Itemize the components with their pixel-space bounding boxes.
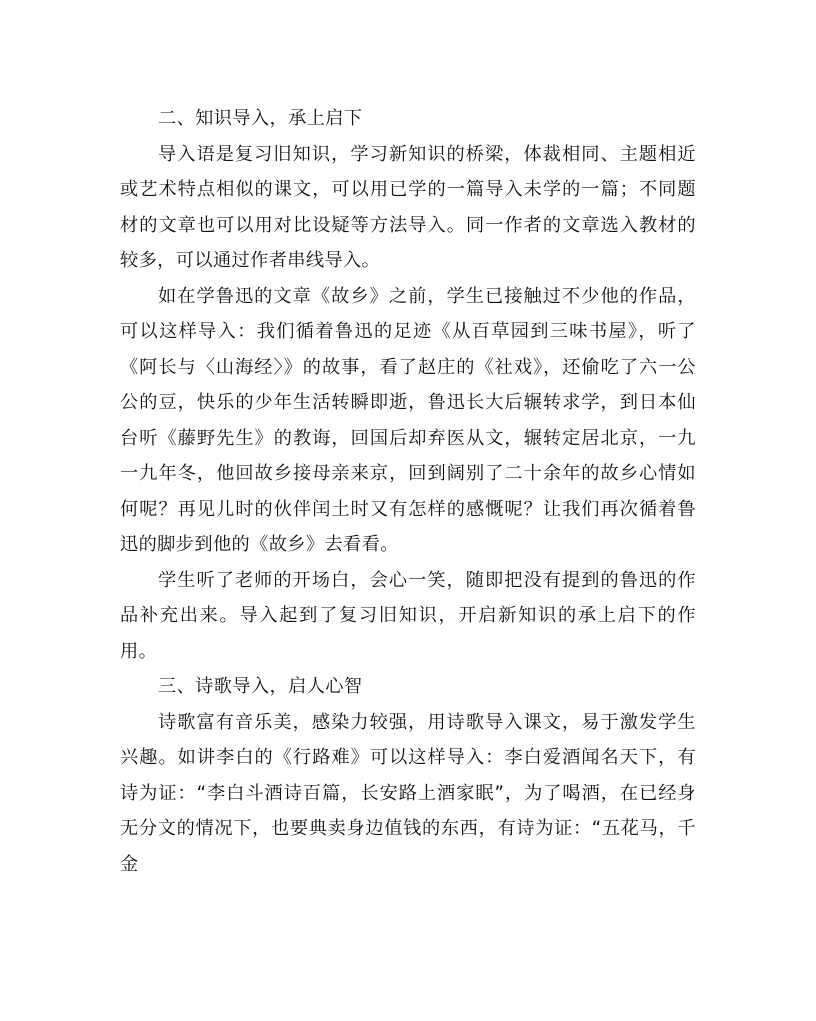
paragraph-student-response: 学生听了老师的开场白，会心一笑，随即把没有提到的鲁迅的作品补充出来。导入起到了复习旧知识，开启新知识的承上启下的作用。 [120,569,696,662]
section-heading-poetry-intro: 三、诗歌导入，启人心智 [158,676,363,697]
paragraph-bridge-intro: 导入语是复习旧知识，学习新知识的桥梁，体裁相同、主题相近或艺术特点相似的课文，可以用已学的一篇导入未学的一篇；不同题材的文章也可以用对比设疑等方法导入。同一作者的文章选入教材的较多，可以通过作者串线导入。 [120,143,696,271]
document-body [120,101,696,882]
section-heading-knowledge-intro: 二、知识导入，承上启下 [158,108,363,129]
paragraph-poetry-example: 诗歌富有音乐美，感染力较强，用诗歌导入课文，易于激发学生兴趣。如讲李白的《行路难》可以这样导入：李白爱酒闻名天下，有诗为证：“李白斗酒诗百篇，长安路上酒家眠”，为了喝酒，在已经身无分文的情况下，也要典卖身边值钱的东西，有诗为证：“五花马，千金 [120,711,696,875]
paragraph-luxun-example: 如在学鲁迅的文章《故乡》之前，学生已接触过不少他的作品，可以这样导入：我们循着鲁迅的足迹《从百草园到三味书屋》，听了《阿长与〈山海经〉》的故事，看了赵庄的《社戏》，还偷吃了六一公公的豆，快乐的少年生活转瞬即逝，鲁迅长大后辗转求学，到日本仙台听《藤野先生》的教诲，回国后却弃医从文，辗转定居北京，一九一九年冬，他回故乡接母亲来京，回到阔别了二十余年的故乡心情如何呢？再见儿时的伙伴闰土时又有怎样的感慨呢？让我们再次循着鲁迅的脚步到他的《故乡》去看看。 [120,285,696,555]
